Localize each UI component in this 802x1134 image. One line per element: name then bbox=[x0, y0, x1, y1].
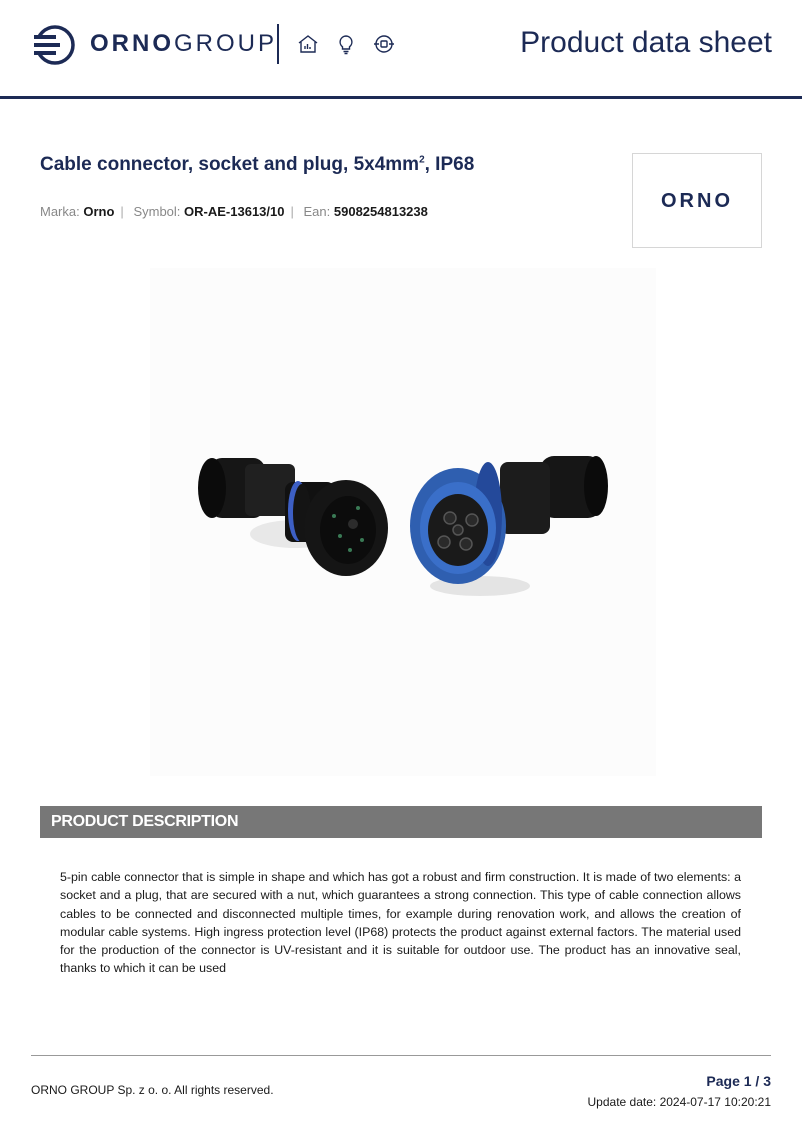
update-date: Update date: 2024-07-17 10:20:21 bbox=[587, 1095, 771, 1109]
meta-separator: | bbox=[120, 204, 124, 219]
ean-value: 5908254813238 bbox=[333, 204, 428, 219]
symbol-label: Symbol: bbox=[133, 204, 181, 219]
header-divider bbox=[277, 24, 279, 64]
product-title-end: , IP68 bbox=[424, 154, 475, 175]
product-title bbox=[40, 154, 474, 176]
ean-label: Ean: bbox=[303, 204, 331, 219]
header-rule bbox=[0, 96, 802, 99]
meta-separator: | bbox=[290, 204, 294, 219]
power-plug-icon bbox=[372, 32, 396, 56]
product-title-superscript: 2 bbox=[419, 154, 425, 166]
brand-logo: ORNO bbox=[661, 190, 733, 212]
company-logo-text bbox=[90, 30, 277, 58]
brand-value: Orno bbox=[83, 204, 115, 219]
description-heading: PRODUCT DESCRIPTION bbox=[51, 813, 239, 830]
description-section-header bbox=[40, 806, 762, 838]
logo-bold: ORNO bbox=[90, 30, 174, 57]
symbol-value: OR-AE-13613/10 bbox=[184, 204, 285, 219]
page-number: Page 1 / 3 bbox=[706, 1073, 771, 1089]
product-title-main: Cable connector, socket and plug, 5x4mm bbox=[40, 154, 420, 175]
document-title: Product data sheet bbox=[520, 26, 772, 59]
footer-rule bbox=[31, 1055, 771, 1056]
smart-home-icon bbox=[296, 32, 320, 56]
copyright-text: ORNO GROUP Sp. z o. o. All rights reserved. bbox=[31, 1083, 274, 1097]
description-text: 5-pin cable connector that is simple in shape and which has got a robust and firm construction. It is made of two elements: a socket and a plug, that are secured with a nut, which guarantees a strong connection. This type of cable connection allows cables to be connected and disconnected multiple times, for example during renovation work, and allows the creation of modular cable systems. High ingress protection level (IP68) protects the product against external factors. The material used for the production of the connector is UV-resistant and it is suitable for outdoor use. The product has an innovative seal, thanks to which it can be used bbox=[60, 870, 741, 976]
orno-logo-mark-icon bbox=[34, 24, 76, 66]
logo-light: GROUP bbox=[174, 30, 278, 57]
brand-logo-box bbox=[632, 153, 762, 248]
product-meta bbox=[40, 204, 428, 219]
product-photo bbox=[150, 268, 656, 776]
brand-label: Marka: bbox=[40, 204, 80, 219]
lightbulb-icon bbox=[334, 32, 358, 56]
